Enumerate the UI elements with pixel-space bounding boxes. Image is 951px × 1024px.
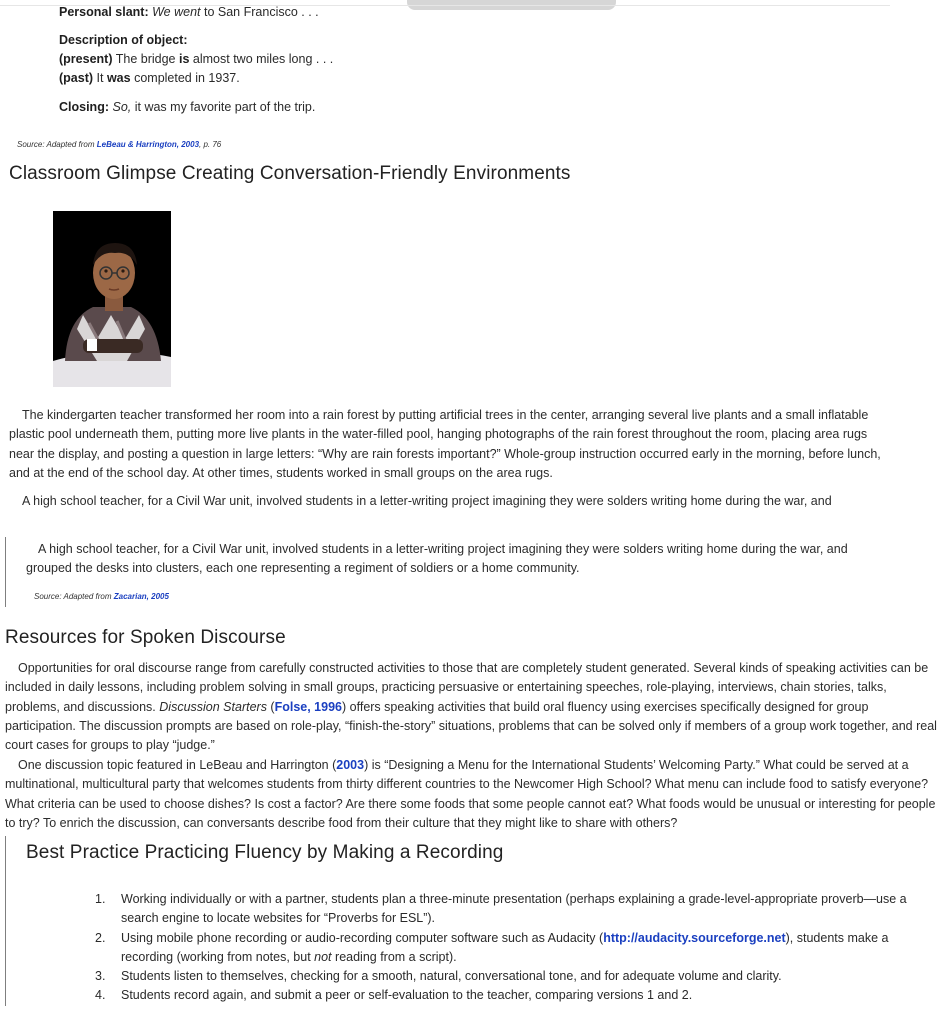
list-item (95, 986, 925, 1005)
source-prefix: Source: Adapted from (17, 140, 95, 149)
resources-paragraph-2 (5, 756, 945, 833)
present-text-b: almost two miles long . . . (192, 52, 334, 66)
source-citation-1 (17, 140, 221, 149)
student-photo (53, 211, 171, 387)
past-text-b: completed in 1937. (134, 71, 240, 85)
list-item-text-a: Using mobile phone recording or audio-recording computer software such as Audacity ( (121, 930, 604, 945)
description-label: Description of object: (59, 33, 188, 47)
closing-line (59, 100, 315, 115)
past-text-a: It (96, 71, 104, 85)
quote-rule (5, 537, 6, 607)
list-item-text: Working individually or with a partner, students plan a three-minute presentation (perhaps explaining a grade-level-appropriate proverb—use a search engine to locate websites for “Proverbs for ESL”). (121, 892, 907, 926)
list-item (95, 967, 925, 986)
list-item (95, 929, 925, 968)
closing-label: Closing: (59, 100, 109, 114)
best-practice-rule (5, 836, 6, 1006)
resources-p1-text-a: Opportunities for oral discourse range from carefully constructed activities to those that are completely student generated. Several kinds of speaking activities can be included in daily lessons, including problem solving in small groups, practicing persuasive or entertaining speeches, role-playing, interviews, chain stories, talks, problems, and discussions. (5, 661, 929, 714)
discussion-starters-title: Discussion Starters (159, 699, 267, 714)
classroom-glimpse-heading: Classroom Glimpse Creating Conversation-Friendly Environments (9, 163, 571, 184)
list-item-number: 2. (95, 930, 106, 945)
list-item-text: Students listen to themselves, checking for a smooth, natural, conversational tone, and for adequate volume and clarity. (121, 969, 782, 984)
list-item-italic: not (314, 949, 332, 964)
description-label-line (59, 33, 187, 48)
present-line (59, 52, 333, 67)
personal-slant-text: to San Francisco . . . (204, 5, 319, 19)
present-text-a: The bridge (115, 52, 176, 66)
glimpse-paragraph-2: A high school teacher, for a Civil War unit, involved students in a letter-writing project imagining they were solders writing home during the war, and (22, 494, 832, 508)
source-suffix: , p. 76 (199, 140, 222, 149)
source-citation-2 (34, 592, 169, 601)
list-item-text: Students record again, and submit a peer or self-evaluation to the teacher, comparing versions 1 and 2. (121, 988, 693, 1003)
personal-slant-italic: We went (152, 5, 201, 19)
closing-text: it was my favorite part of the trip. (134, 100, 316, 114)
resources-p2-text-b: ) is “Designing a Menu for the International Students’ Welcoming Party.” What could be served at a multinational, multicultural party that welcomes students from thirty different countries to the Newcomer High School? What menu can include food to satisfy everyone? What criteria can be used to choose dishes? Is cost a factor? Are there some foods that some people cannot eat? What foods would be unusual or interesting for people to try? To enrich the discussion, can conversants describe food from their culture that they might like to share with others? (5, 758, 936, 830)
list-item-number: 1. (95, 892, 106, 906)
glimpse-quote: A high school teacher, for a Civil War unit, involved students in a letter-writing project imagining they were solders writing home during the war, and grouped the desks into clusters, each one representing a regiment of soldiers or a home community. (26, 542, 848, 576)
resources-paragraph-1: Opportunities for oral discourse range from carefully constructed activities to those that are completely student generated. Several kinds of speaking activities can be included in daily lessons, including problem solving in small groups, practicing persuasive or entertaining speeches, role-playing, interviews, chain stories, talks, problems, and discussions. Discussion Starters (Folse, 1996) offers speaking activities that build oral fluency using exercises specifically designed for group participation. The discussion prompts are based on role-play, “finish-the-story” situations, problems that can be solved only if members of a group work together, and real court cases for groups to play “judge.” (5, 661, 937, 753)
glimpse-paragraph-1: The kindergarten teacher transformed her room into a rain forest by putting artificial trees in the center, arranging several live plants and a small inflatable plastic pool underneath them, putting more live plants in the water-filled pool, hanging photographs of the rain forest throughout the room, placing area rugs near the display, and posting a question in large letters: “Why are rain forests important?” Whole-group instruction occurred early in the morning, before lunch, and at the end of the school day. At other times, students worked in small groups on the area rugs. (9, 408, 881, 480)
present-label: (present) (59, 52, 113, 66)
list-item-text-b: ), students make a recording (working from notes, but (121, 930, 889, 964)
past-bold: was (106, 71, 131, 85)
present-bold: is (178, 52, 190, 66)
lebeau-2003-link[interactable]: 2003 (336, 758, 365, 772)
closing-italic: So, (112, 100, 132, 114)
best-practice-list (95, 890, 925, 1006)
best-practice-heading: Best Practice Practicing Fluency by Making a Recording (26, 842, 504, 863)
past-line (59, 71, 240, 86)
list-item (95, 890, 925, 929)
personal-slant-label: Personal slant: (59, 5, 149, 19)
resources-p2-text-a: One discussion topic featured in LeBeau and Harrington ( (18, 758, 337, 772)
audacity-link[interactable]: http://audacity.sourceforge.net (603, 930, 786, 945)
personal-slant-line (59, 5, 319, 20)
list-item-number: 3. (95, 969, 106, 984)
folse-link[interactable]: Folse, 1996 (274, 699, 342, 714)
resources-heading: Resources for Spoken Discourse (5, 627, 286, 648)
source2-prefix: Source: Adapted from (34, 592, 112, 601)
list-item-number: 4. (95, 988, 106, 1003)
source-link-zacarian[interactable]: Zacarian, 2005 (113, 592, 169, 601)
resources-p1-text-b: offers speaking activities that build oral fluency using exercises specifically designed for group participation. The discussion prompts are based on role-play, “finish-the-story” situations, problems that can be solved only if members of a group work together, and real court cases for groups to play “judge.” (5, 699, 937, 753)
past-label: (past) (59, 71, 94, 85)
list-item-text-c: reading from a script). (335, 949, 457, 964)
student-photo-illustration (53, 211, 171, 387)
source-link-lebeau[interactable]: LeBeau & Harrington, 2003 (96, 140, 200, 149)
